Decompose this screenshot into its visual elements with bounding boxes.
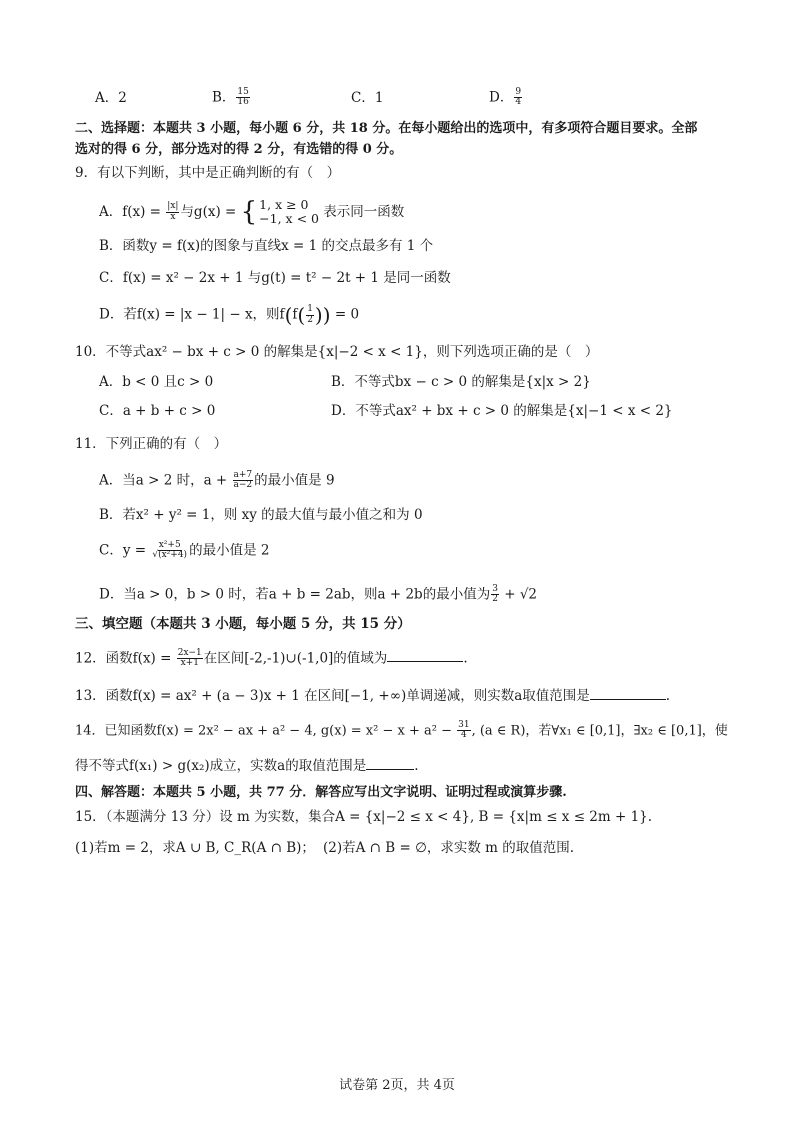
q11-option-d xyxy=(99,585,537,605)
fraction-denominator: 2 xyxy=(307,314,313,325)
left-paren: ( xyxy=(297,303,306,327)
q15-stem: 15．（本题满分 13 分）设 m 为实数，集合A = {x|−2 ≤ x < 4}, B = {x|m ≤ x ≤ 2m + 1}. xyxy=(75,809,653,825)
prev-option-d xyxy=(489,88,523,108)
answer-blank xyxy=(590,698,666,700)
section4-title: 四、解答题：本题共 5 小题，共 77 分．解答应写出文字说明、证明过程或演算步骤. xyxy=(75,785,567,800)
fraction-denominator: x xyxy=(170,211,176,222)
q11-a-text1: A．当a > 2 时，a + xyxy=(99,472,232,489)
fraction-numerator: a+7 xyxy=(233,470,253,480)
prev-option-b xyxy=(212,88,251,108)
prev-option-b-prefix: B． xyxy=(212,89,236,106)
fraction-denominator: 2 xyxy=(492,594,498,605)
answer-blank xyxy=(387,660,463,662)
prev-option-c: C．1 xyxy=(351,90,384,106)
q11-c-text1: C．y = xyxy=(99,542,151,559)
fraction-numerator: 1 xyxy=(307,304,313,315)
prev-option-b-fraction xyxy=(236,88,249,108)
q9-option-d xyxy=(99,305,359,325)
q12-text3: . xyxy=(463,650,468,667)
q9-option-b: B．函数y = f(x)的图象与直线x = 1 的交点最多有 1 个 xyxy=(99,238,434,254)
q11-c-text2: 的最小值是 2 xyxy=(189,542,270,559)
q9-d-fraction xyxy=(306,305,314,325)
q11-a-fraction xyxy=(233,471,254,491)
fraction-numerator: 15 xyxy=(237,87,249,97)
q9-d-text1: D．若f(x) = |x − 1| − x，则f xyxy=(99,306,285,323)
q11-stem: 11．下列正确的有（ ） xyxy=(75,436,228,452)
fraction-numerator: 3 xyxy=(492,584,498,594)
q15-part2: (2)若A ∩ B = ∅，求实数 m 的取值范围. xyxy=(323,840,575,856)
left-paren: ( xyxy=(284,303,293,327)
q11-d-text1: D．当a > 0，b > 0 时，若a + b = 2ab，则a + 2b的最小值为 xyxy=(99,586,491,603)
q9-option-c: C．f(x) = x² − 2x + 1 与g(t) = t² − 2t + 1 是同一函数 xyxy=(99,270,451,286)
fraction-denominator: 4 xyxy=(460,730,467,741)
left-brace: { xyxy=(240,197,258,228)
q10-stem: 10．不等式ax² − bx + c > 0 的解集是{x|−2 < x < 1}，则下列选项正确的是（ ） xyxy=(75,344,599,360)
q15-part1: (1)若m = 2，求A ∪ B, C_R(A ∩ B)； xyxy=(75,840,315,856)
q9-a-piecewise xyxy=(241,198,319,227)
q10-option-a: A．b < 0 且c > 0 xyxy=(99,374,214,390)
q14-stem-line1 xyxy=(75,721,728,741)
q9-a-text2: 与g(x) = xyxy=(180,203,241,220)
q11-a-text2: 的最小值是 9 xyxy=(254,472,335,489)
fraction-denominator: x+1 xyxy=(180,658,199,669)
q9-d-text2: = 0 xyxy=(330,306,360,323)
q9-option-a xyxy=(99,198,404,227)
right-paren: ) xyxy=(322,303,331,327)
right-paren: ) xyxy=(314,303,323,327)
section3-title: 三、填空题（本题共 3 小题，每小题 5 分，共 15 分） xyxy=(75,616,411,632)
q14-line2-text2: . xyxy=(414,758,419,774)
q9-stem: 9．有以下判断，其中是正确判断的有（ ） xyxy=(75,165,341,181)
q14-line2-text1: 得不等式f(x₁) > g(x₂)成立，实数a的取值范围是 xyxy=(75,758,367,774)
section2-instructions-line1: 二、选择题：本题共 3 小题，每小题 6 分，共 18 分。在每小题给出的选项中，有多项符合题目要求。全部 xyxy=(75,121,698,136)
q12-text1: 12．函数f(x) = xyxy=(75,650,176,667)
q14-text1: 14．已知函数f(x) = 2x² − ax + a² − 4, g(x) = x² − x + a² − xyxy=(75,723,457,739)
q11-option-b: B．若x² + y² = 1，则 xy 的最大值与最小值之和为 0 xyxy=(99,507,423,523)
q14-fraction xyxy=(457,721,470,741)
piecewise-case-2: −1, x < 0 xyxy=(259,211,319,227)
q11-d-fraction xyxy=(491,585,499,605)
q14-stem-line2 xyxy=(75,760,419,774)
q10-option-b: B．不等式bx − c > 0 的解集是{x|x > 2} xyxy=(331,374,591,390)
piecewise-case-1: 1, x ≥ 0 xyxy=(259,197,309,212)
q13-text1: 13．函数f(x) = ax² + (a − 3)x + 1 在区间[−1, +∞)单调递减，则实数a取值范围是 xyxy=(75,688,590,704)
prev-option-a: A．2 xyxy=(95,90,127,106)
prev-option-d-fraction xyxy=(514,88,522,108)
fraction-denominator: √(x²+4) xyxy=(152,550,188,561)
fraction-denominator: 16 xyxy=(237,97,249,108)
fraction-numerator: x²+5 xyxy=(158,540,181,550)
q11-c-fraction xyxy=(151,541,188,561)
fraction-numerator: 9 xyxy=(515,87,522,97)
fraction-numerator: |x| xyxy=(167,201,179,212)
q13-text2: . xyxy=(665,688,671,704)
q9-a-text1: A．f(x) = xyxy=(99,203,166,220)
fraction-denominator: a−2 xyxy=(233,480,253,491)
q11-d-text2: + √2 xyxy=(499,586,538,603)
q12-stem xyxy=(75,649,468,669)
fraction-numerator: 2x−1 xyxy=(177,648,202,658)
q9-d-inner-f: f xyxy=(292,306,298,323)
prev-option-d-prefix: D． xyxy=(489,89,514,106)
answer-blank xyxy=(366,768,414,770)
page-footer: 试卷第 2页，共 4页 xyxy=(339,1078,455,1093)
q11-option-c xyxy=(99,541,269,561)
q12-text2: 在区间[-2,-1)∪(-1,0]的值域为 xyxy=(203,650,388,667)
q11-option-a xyxy=(99,471,335,491)
q10-option-c: C．a + b + c > 0 xyxy=(99,403,216,419)
q13-stem xyxy=(75,690,670,704)
section2-instructions-line2: 选对的得 6 分，部分选对的得 2 分，有选错的得 0 分。 xyxy=(75,142,403,157)
q9-a-fraction xyxy=(166,202,179,222)
fraction-numerator: 31 xyxy=(458,720,470,730)
fraction-denominator: 4 xyxy=(515,97,522,108)
q12-fraction xyxy=(177,649,203,669)
q9-a-text3: 表示同一函数 xyxy=(318,203,405,220)
q14-text2: , (a ∈ R)，若∀x₁ ∈ [0,1]，∃x₂ ∈ [0,1]，使 xyxy=(471,723,728,739)
q10-option-d: D．不等式ax² + bx + c > 0 的解集是{x|−1 < x < 2} xyxy=(331,403,673,419)
